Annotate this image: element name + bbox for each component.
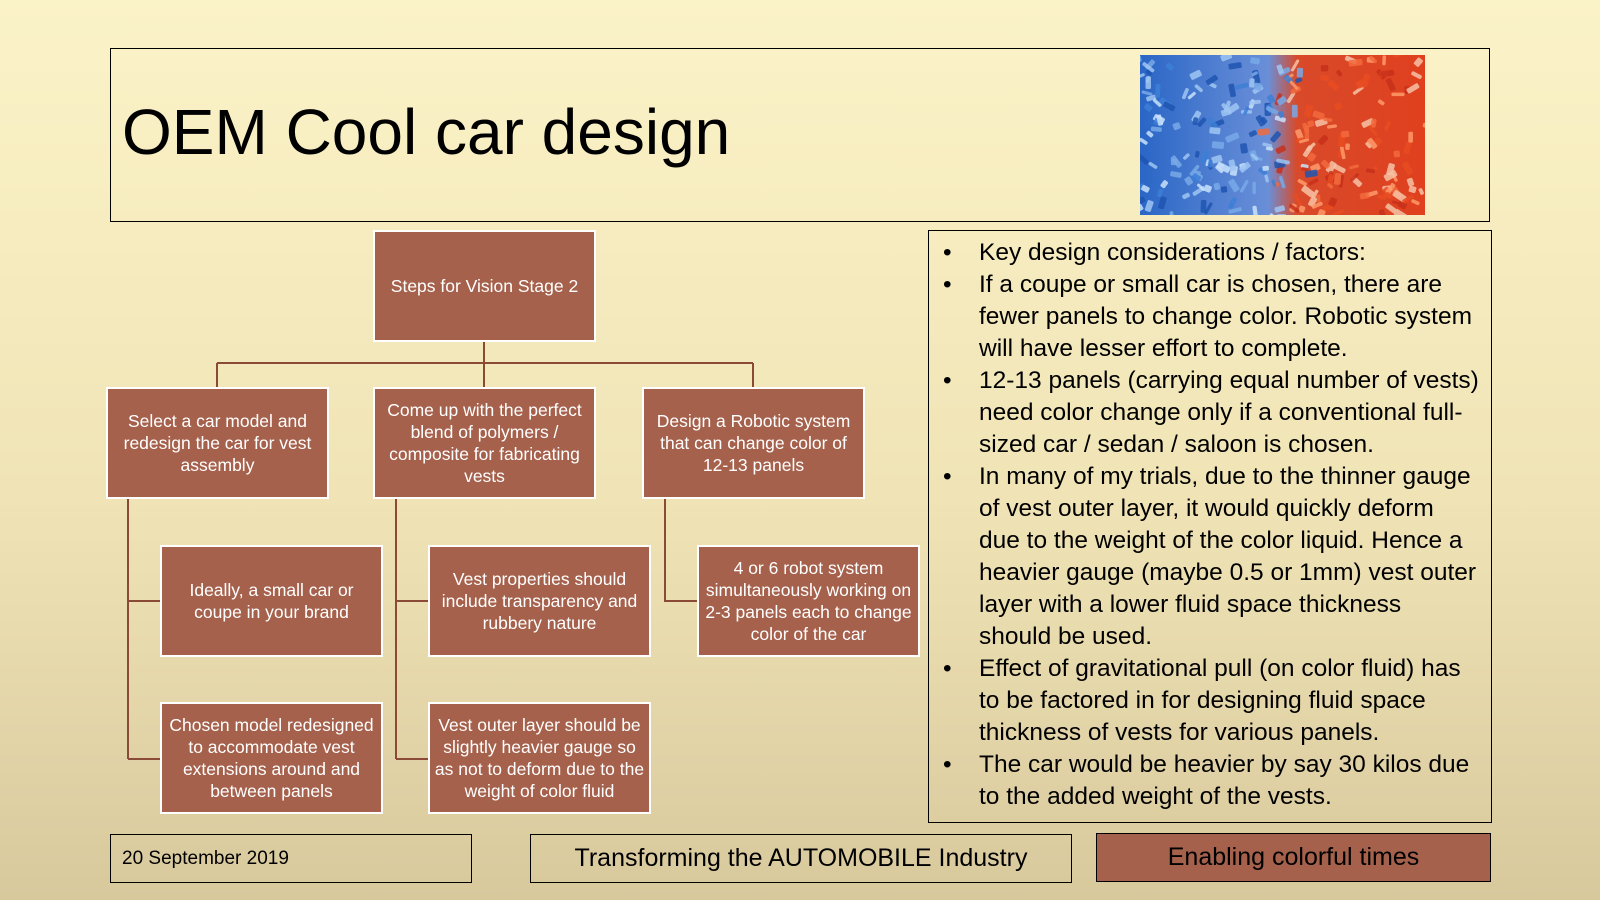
node-small-car: Ideally, a small car or coupe in your brand [160, 545, 383, 657]
bullet-item: • 12-13 panels (carrying equal number of vests) need color change only if a conventional full-sized car / sedan / saloon is chosen. [939, 365, 1479, 461]
connector-l1a-branch [128, 499, 160, 759]
considerations-list [939, 237, 1479, 813]
node-select-car-model: Select a car model and redesign the car for vest assembly [106, 387, 329, 499]
diagram-root-node: Steps for Vision Stage 2 [373, 230, 596, 342]
connector-l1c-branch [665, 499, 697, 601]
footer-tagline: Transforming the AUTOMOBILE Industry [530, 834, 1072, 883]
polymer-pellets-image [1140, 55, 1425, 215]
connector-l1b-branch [396, 499, 428, 759]
bullet-item: • If a coupe or small car is chosen, there are fewer panels to change color. Robotic system will have lesser effort to complete. [939, 269, 1479, 365]
bullet-item: • In many of my trials, due to the thinner gauge of vest outer layer, it would quickly deform due to the weight of the color liquid. Hence a heavier gauge (maybe 0.5 or 1mm) vest outer layer with a lower fluid space thickness should be used. [939, 461, 1479, 653]
node-vest-properties: Vest properties should include transparency and rubbery nature [428, 545, 651, 657]
bullet-item: • The car would be heavier by say 30 kilos due to the added weight of the vests. [939, 749, 1479, 813]
bullet-item: • Effect of gravitational pull (on color fluid) has to be factored in for designing fluid space thickness of vests for various panels. [939, 653, 1479, 749]
footer-date: 20 September 2019 [110, 834, 472, 883]
node-robotic-system: Design a Robotic system that can change color of 12-13 panels [642, 387, 865, 499]
considerations-panel [928, 230, 1492, 823]
node-model-redesigned: Chosen model redesigned to accommodate vest extensions around and between panels [160, 702, 383, 814]
node-vest-outer-layer: Vest outer layer should be slightly heavier gauge so as not to deform due to the weight of color fluid [428, 702, 651, 814]
bullet-item: • Key design considerations / factors: [939, 237, 1479, 269]
slide-title: OEM Cool car design [122, 96, 731, 168]
node-robot-system: 4 or 6 robot system simultaneously working on 2-3 panels each to change color of the car [697, 545, 920, 657]
footer-slogan: Enabling colorful times [1096, 833, 1491, 882]
node-polymer-blend: Come up with the perfect blend of polymers / composite for fabricating vests [373, 387, 596, 499]
